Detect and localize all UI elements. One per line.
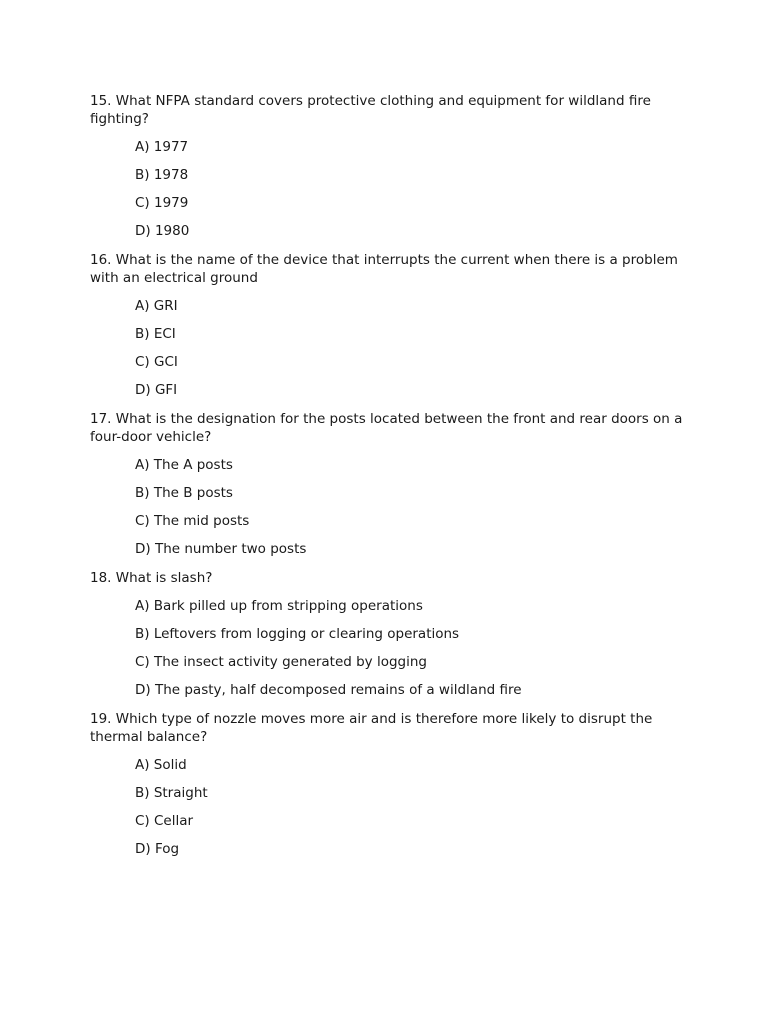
answer-options [90, 138, 690, 250]
answer-option-c: C) The insect activity generated by logging [135, 654, 427, 670]
question-18 [90, 569, 690, 709]
answer-option-c: C) Cellar [135, 813, 194, 829]
answer-option-b: B) The B posts [135, 485, 233, 501]
answer-option-b: B) Straight [135, 785, 208, 801]
question-text: 19. Which type of nozzle moves more air and is therefore more likely to disrupt the thermal balance? [90, 711, 653, 745]
answer-options [90, 456, 690, 568]
question-15 [90, 92, 690, 250]
answer-option-a: A) Bark pilled up from stripping operations [135, 598, 423, 614]
answer-option-b: B) Leftovers from logging or clearing operations [135, 626, 460, 642]
answer-options [90, 597, 690, 709]
answer-option-d: D) The number two posts [135, 541, 307, 557]
answer-option-d: D) 1980 [135, 223, 190, 239]
answer-option-a: A) Solid [135, 757, 187, 773]
answer-option-b: B) ECI [135, 326, 176, 342]
question-text: 18. What is slash? [90, 570, 213, 586]
answer-option-c: C) GCI [135, 354, 178, 370]
question-text: 16. What is the name of the device that interrupts the current when there is a problem with an electrical ground [90, 252, 678, 286]
answer-option-b: B) 1978 [135, 167, 189, 183]
answer-option-a: A) GRI [135, 298, 178, 314]
answer-options [90, 297, 690, 409]
question-text: 15. What NFPA standard covers protective clothing and equipment for wildland fire fighting? [90, 93, 651, 127]
answer-option-d: D) Fog [135, 841, 180, 857]
answer-option-c: C) The mid posts [135, 513, 250, 529]
answer-option-d: D) GFI [135, 382, 178, 398]
answer-option-a: A) 1977 [135, 139, 189, 155]
answer-options [90, 756, 690, 868]
answer-option-c: C) 1979 [135, 195, 189, 211]
answer-option-a: A) The A posts [135, 457, 233, 473]
question-16 [90, 251, 690, 409]
question-17 [90, 410, 690, 568]
answer-option-d: D) The pasty, half decomposed remains of a wildland fire [135, 682, 522, 698]
question-text: 17. What is the designation for the posts located between the front and rear doors on a four-door vehicle? [90, 411, 683, 445]
question-19 [90, 710, 690, 868]
